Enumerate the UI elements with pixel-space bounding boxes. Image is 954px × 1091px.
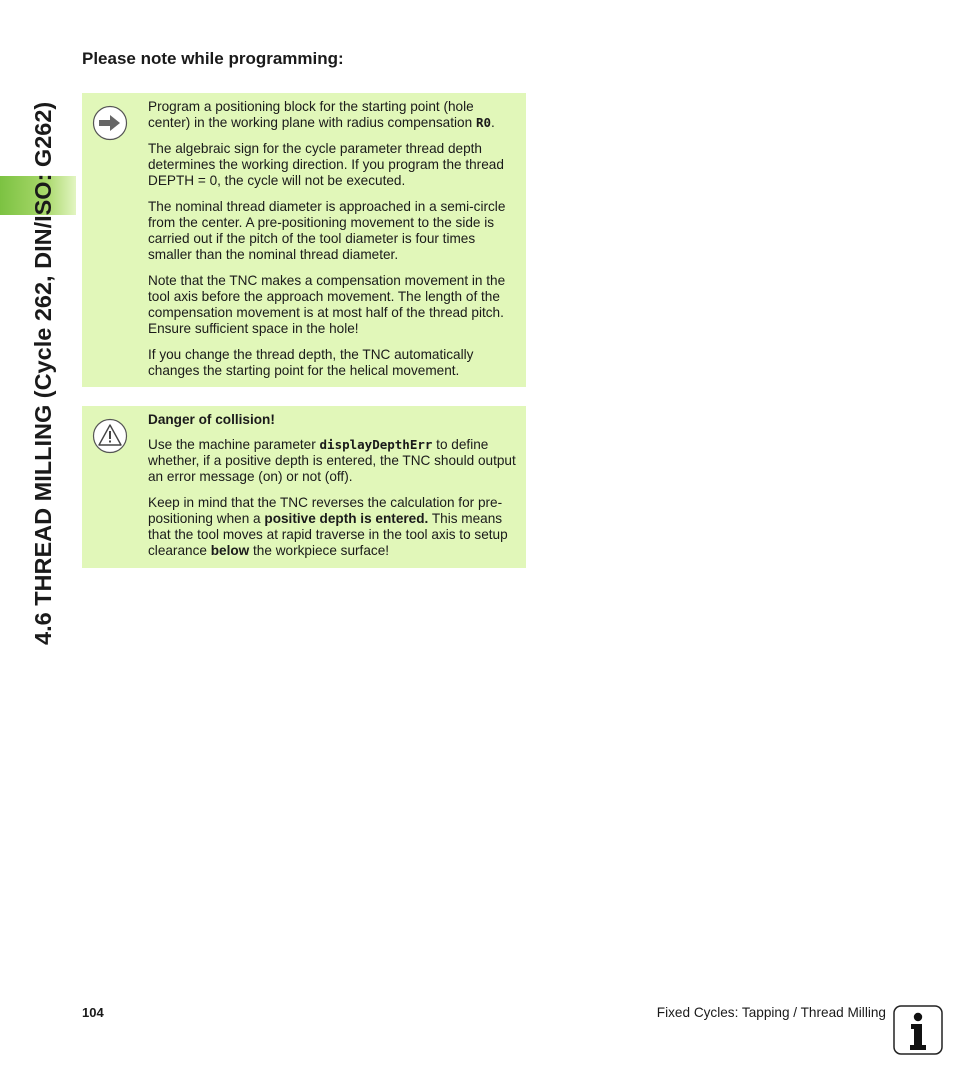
tip-paragraph-1: Program a positioning block for the starting point (hole center) in the working plane with radius compensation R0.: [148, 99, 495, 130]
danger-note-box: [82, 406, 526, 568]
footer-chapter-title: Fixed Cycles: Tapping / Thread Milling: [656, 1005, 886, 1020]
arrow-right-icon: [92, 105, 128, 141]
inline-code-r0: R0: [475, 115, 491, 130]
tip-paragraph-5: If you change the thread depth, the TNC automatically changes the starting point for the helical movement.: [148, 347, 474, 378]
tip-note-box: [82, 93, 526, 387]
danger-paragraph-1: Use the machine parameter displayDepthErr to define whether, if a positive depth is entered, the TNC should output an error message (on) or not (off).: [148, 437, 516, 484]
tip-paragraph-3: The nominal thread diameter is approached in a semi-circle from the center. A pre-positioning movement to the side is carried out if the pitch of the tool diameter is four times smaller than the nominal thread diameter.: [148, 199, 506, 262]
page-number: 104: [82, 1005, 104, 1020]
section-heading: Please note while programming:: [82, 49, 344, 68]
danger-title: Danger of collision!: [148, 412, 275, 427]
tip-paragraph-2: The algebraic sign for the cycle parameter thread depth determines the working direction. If you program the thread DEPTH = 0, the cycle will not be executed.: [148, 141, 504, 188]
warning-triangle-icon: [92, 418, 128, 454]
info-icon: [893, 1005, 943, 1055]
tip-paragraph-4: Note that the TNC makes a compensation movement in the tool axis before the approach movement. The length of the compensation movement is at most half of the thread pitch. Ensure sufficient space in the hole!: [148, 273, 506, 336]
inline-code-parameter: displayDepthErr: [319, 437, 433, 452]
danger-paragraph-2: Keep in mind that the TNC reverses the calculation for pre-positioning when a positive depth is entered. This means that the tool moves at rapid traverse in the tool axis to setup clearance below the workpiece surface!: [148, 495, 508, 558]
side-chapter-title: 4.6 THREAD MILLING (Cycle 262, DIN/ISO: G262): [30, 101, 56, 645]
